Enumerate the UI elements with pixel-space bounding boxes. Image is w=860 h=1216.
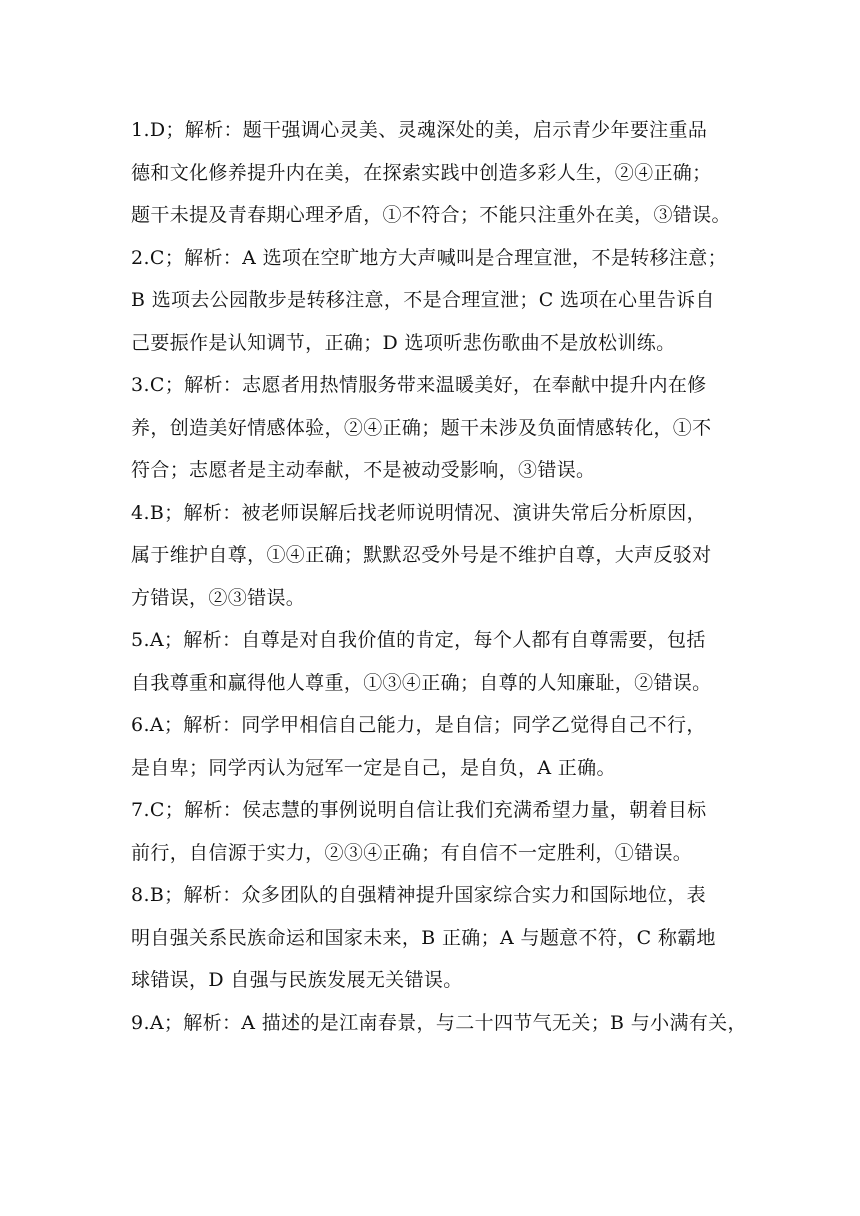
text-line: 4.B；解析：被老师误解后找老师说明情况、演讲失常后分析原因，	[131, 501, 706, 524]
text-line: 9.A；解析：A 描述的是江南春景，与二十四节气无关；B 与小满有关，	[131, 1011, 747, 1034]
text-line: 球错误，D 自强与民族发展无关错误。	[131, 969, 463, 991]
text-line: 2.C；解析：A 选项在空旷地方大声喊叫是合理宣泄，不是转移注意；	[131, 246, 727, 269]
text-line: 明自强关系民族命运和国家未来，B 正确；A 与题意不符，C 称霸地	[131, 926, 716, 949]
text-line: 1.D；解析：题干强调心灵美、灵魂深处的美，启示青少年要注重品	[131, 119, 708, 141]
text-line: 己要振作是认知调节，正确；D 选项听悲伤歌曲不是放松训练。	[131, 331, 676, 354]
text-line: 7.C；解析：侯志慧的事例说明自信让我们充满希望力量，朝着目标	[131, 799, 707, 821]
text-line: 德和文化修养提升内在美，在探索实践中创造多彩人生，②④正确；	[131, 161, 712, 184]
answer-explanations	[131, 109, 747, 1044]
text-line: 养，创造美好情感体验，②④正确；题干未涉及负面情感转化，①不	[131, 416, 712, 439]
text-line: 自我尊重和赢得他人尊重，①③④正确；自尊的人知廉耻，②错误。	[131, 671, 712, 694]
text-line: 是自卑；同学丙认为冠军一定是自己，是自负，A 正确。	[131, 756, 616, 779]
text-line: 属于维护自尊，①④正确；默默忍受外号是不维护自尊，大声反驳对	[131, 544, 712, 566]
text-line: 3.C；解析：志愿者用热情服务带来温暖美好，在奉献中提升内在修	[131, 374, 707, 396]
text-line: 题干未提及青春期心理矛盾，①不符合；不能只注重外在美，③错误。	[131, 204, 731, 226]
text-line: 方错误，②③错误。	[131, 586, 306, 609]
text-line: 6.A；解析：同学甲相信自己能力，是自信；同学乙觉得自己不行，	[131, 714, 706, 736]
text-line: B 选项去公园散步是转移注意，不是合理宣泄；C 选项在心里告诉自	[131, 289, 715, 311]
text-line: 5.A；解析：自尊是对自我价值的肯定，每个人都有自尊需要，包括	[131, 629, 706, 651]
text-line: 前行，自信源于实力，②③④正确；有自信不一定胜利，①错误。	[131, 841, 693, 864]
text-line: 8.B；解析：众多团队的自强精神提升国家综合实力和国际地位，表	[131, 884, 706, 906]
text-line: 符合；志愿者是主动奉献，不是被动受影响，③错误。	[131, 459, 596, 481]
